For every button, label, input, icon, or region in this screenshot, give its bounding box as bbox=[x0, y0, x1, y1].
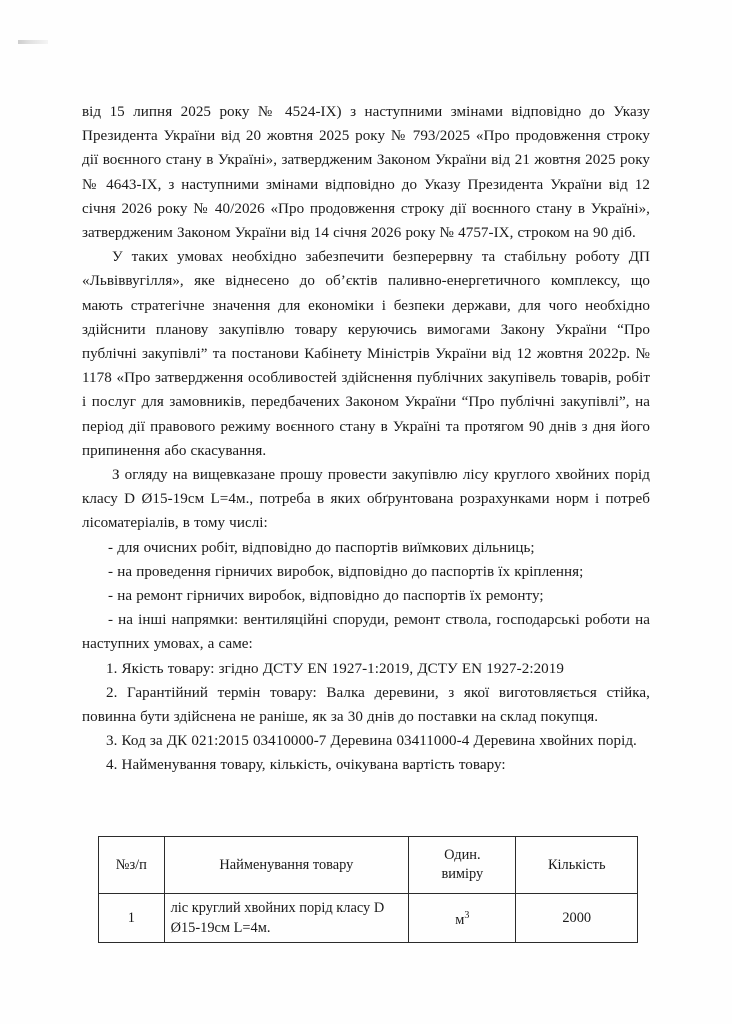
document-text-body bbox=[82, 100, 650, 778]
paragraph-1: від 15 липня 2025 року № 4524-IX) з наступними змінами відповідно до Указу Президента України від 20 жовтня 2025 року № 793/2025 «Про продовження строку дії воєнного стану в Україні», затвердженим Законом України від 21 жовтня 2025 року № 4643-IX, з наступними змінами відповідно до Указу Президента України від 12 січня 2026 року № 40/2026 «Про продовження строку дії воєнного стану в Україні», затвердженим Законом України від 14 січня 2026 року № 4757-IX, строком на 90 діб. bbox=[82, 104, 650, 242]
cell-unit-superscript: 3 bbox=[464, 910, 470, 922]
header-number: №з/п bbox=[99, 837, 165, 894]
cell-unit bbox=[409, 894, 516, 943]
condition-item-4: 4. Найменування товару, кількість, очікувана вартість товару: bbox=[106, 757, 506, 774]
cell-name: ліс круглий хвойних порід класу D Ø15-19см L=4м. bbox=[164, 894, 409, 943]
list-item-4: - на інші напрямки: вентиляційні споруди, ремонт ствола, господарські роботи на наступних умовах, а саме: bbox=[82, 612, 650, 653]
cell-quantity: 2000 bbox=[516, 894, 638, 943]
header-unit-line1: Один. bbox=[444, 847, 481, 863]
list-item-3: - на ремонт гірничих виробок, відповідно до паспортів їх ремонту; bbox=[108, 588, 544, 605]
goods-table-container bbox=[98, 836, 638, 943]
list-item-1: - для очисних робіт, відповідно до паспортів виїмкових дільниць; bbox=[108, 539, 535, 556]
table-header-row bbox=[99, 837, 638, 894]
condition-item-3: 3. Код за ДК 021:2015 03410000-7 Деревина 03411000-4 Деревина хвойних порід. bbox=[106, 733, 637, 750]
scan-artifact-mark bbox=[18, 40, 48, 44]
header-unit-line2: виміру bbox=[441, 866, 484, 882]
header-unit bbox=[409, 837, 516, 894]
condition-item-1: 1. Якість товару: згідно ДСТУ EN 1927-1:2019, ДСТУ EN 1927-2:2019 bbox=[106, 660, 564, 677]
goods-table bbox=[98, 836, 638, 943]
paragraph-3: З огляду на вищевказане прошу провести закупівлю лісу круглого хвойних порід класу D Ø15-19см L=4м., потреба в яких обґрунтована розрахунками норм і потреб лісоматеріалів, в тому числі: bbox=[82, 467, 650, 532]
table-row bbox=[99, 894, 638, 943]
cell-unit-base: м bbox=[455, 911, 465, 928]
condition-item-2: 2. Гарантійний термін товару: Валка деревини, з якої виготовляється стійка, повинна бути здійснена не раніше, як за 30 днів до поставки на склад покупця. bbox=[82, 684, 650, 726]
paragraph-2: У таких умовах необхідно забезпечити безперервну та стабільну роботу ДП «Львіввугілля», яке віднесено до об’єктів паливно-енергетичного комплексу, що мають стратегічне значення для економіки і безпеки держави, для чого необхідно здійснити планову закупівлю товару керуючись вимогами Закону України “Про публічні закупівлі” та постанови Кабінету Міністрів України від 12 жовтня 2022р. № 1178 «Про затвердження особливостей здійснення публічних закупівель товарів, робіт і послуг для замовників, передбачених Законом України “Про публічні закупівлі”, на період дії правового режиму воєнного стану в Україні та протягом 90 днів з дня його припинення або скасування. bbox=[82, 249, 650, 459]
list-item-2: - на проведення гірничих виробок, відповідно до паспортів їх кріплення; bbox=[108, 563, 584, 580]
header-quantity: Кількість bbox=[516, 837, 638, 894]
cell-number: 1 bbox=[99, 894, 165, 943]
header-name: Найменування товару bbox=[164, 837, 409, 894]
